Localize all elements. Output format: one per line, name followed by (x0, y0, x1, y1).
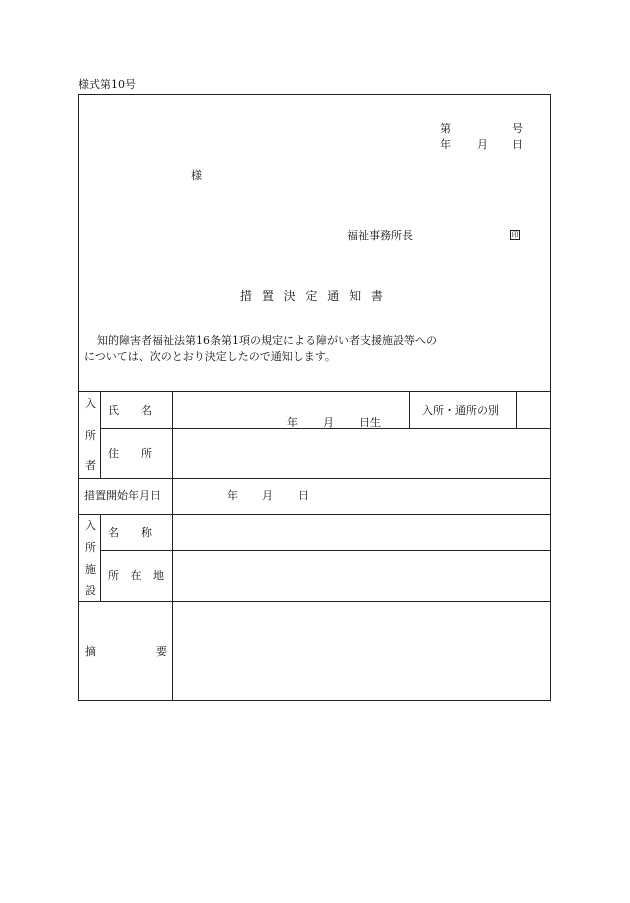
resident-label-3: 者 (85, 459, 96, 472)
start-day: 日 (298, 489, 309, 502)
facility-name-label: 名 称 (108, 526, 152, 539)
facility-name-bottom-line (100, 550, 551, 551)
date-day: 日 (512, 138, 523, 151)
facility-label-3: 施 (85, 563, 96, 576)
document-title: 措 置 決 定 通 知 書 (240, 289, 383, 303)
facility-col-line (100, 514, 101, 601)
start-month: 月 (262, 489, 273, 502)
table-top-line (78, 391, 551, 392)
addressee-suffix: 様 (191, 169, 202, 182)
admission-type-label: 入所・通所の別 (422, 404, 499, 417)
notice-frame (78, 94, 551, 701)
date-year: 年 (440, 138, 451, 151)
birth-year: 年 (287, 416, 298, 429)
start-date-label: 措置開始年月日 (84, 489, 161, 502)
date-month: 月 (477, 138, 488, 151)
start-year: 年 (227, 489, 238, 502)
birth-month: 月 (323, 416, 334, 429)
birth-day: 日生 (359, 416, 381, 429)
label-col-line (172, 391, 173, 701)
summary-label-2: 要 (156, 645, 167, 658)
summary-label-1: 摘 (85, 645, 96, 658)
birth-col-line (409, 391, 410, 428)
resident-section-bottom-line (78, 478, 551, 479)
name-label: 氏 名 (108, 404, 152, 417)
facility-section-bottom-line (78, 601, 551, 602)
facility-label-1: 入 (85, 519, 96, 532)
admission-type-col-line (516, 391, 517, 428)
body-line-1: 知的障害者福祉法第16条第1項の規定による障がい者支援施設等への (97, 334, 437, 347)
start-date-bottom-line (78, 514, 551, 515)
body-line-2: については、次のとおり決定したので通知します。 (84, 350, 336, 363)
resident-label-1: 入 (85, 397, 96, 410)
seal-mark: 印 (511, 231, 519, 239)
form-number: 様式第10号 (78, 78, 136, 91)
doc-number-prefix: 第 (440, 122, 451, 135)
issuer-title: 福祉事務所長 (347, 229, 413, 242)
facility-label-4: 設 (85, 584, 96, 597)
doc-number-suffix: 号 (512, 122, 523, 135)
facility-label-2: 所 (85, 541, 96, 554)
resident-label-2: 所 (85, 429, 96, 442)
facility-location-label: 所 在 地 (108, 569, 164, 582)
address-label: 住 所 (108, 447, 152, 460)
resident-col-line (100, 391, 101, 478)
